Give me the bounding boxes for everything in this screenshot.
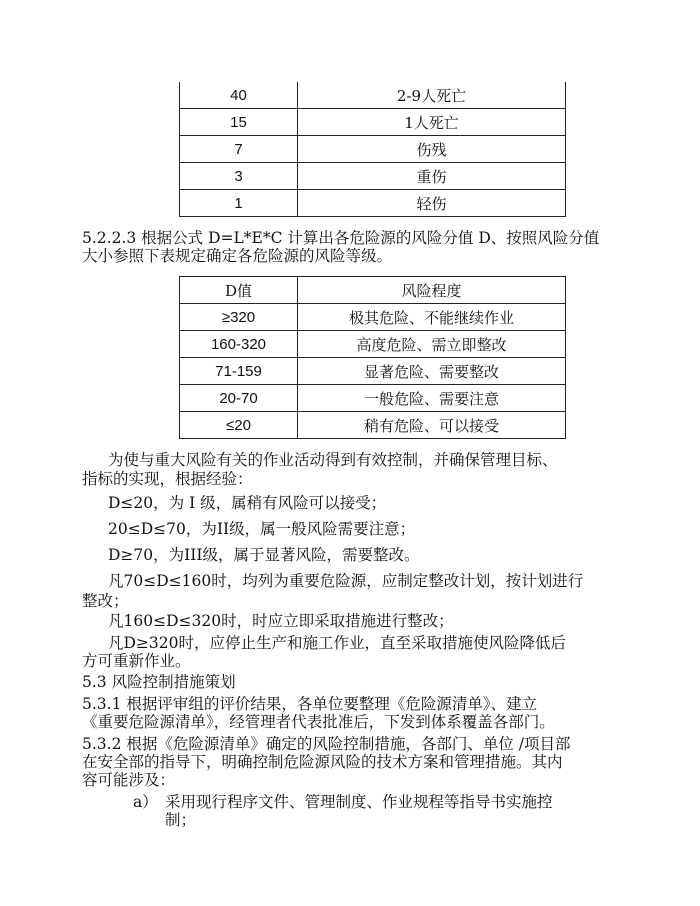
range-cell: 160-320 [180, 331, 298, 358]
table-header-row [180, 277, 566, 304]
table-row [180, 331, 566, 358]
range-cell: ≥320 [180, 304, 298, 331]
risk-level-table [179, 276, 566, 439]
score-cell: 15 [180, 109, 298, 136]
score-cell: 3 [180, 163, 298, 190]
table-row [180, 163, 566, 190]
rule-level-2: 20≤D≤70，为II级，属一般风险需要注意； [108, 520, 416, 538]
risk-level-cell: 稍有危险、可以接受 [298, 412, 566, 439]
score-cell: 7 [180, 136, 298, 163]
table-row [180, 358, 566, 385]
clause-5223-line2: 大小参照下表规定确定各危险源的风险等级。 [82, 247, 393, 265]
table-row [180, 136, 566, 163]
rule-level-3: D≥70，为III级，属于显著风险，需要整改。 [108, 546, 420, 564]
table-row [180, 82, 566, 109]
column-header-d-value: D值 [180, 277, 298, 304]
intro-line2: 指标的实现，根据经验： [82, 470, 253, 488]
table-row [180, 190, 566, 217]
table-row [180, 304, 566, 331]
rule-important-line1: 凡70≤D≤160时，均列为重要危险源，应制定整改计划，按计划进行 [108, 572, 584, 590]
consequence-cell: 2-9人死亡 [298, 82, 566, 109]
risk-level-cell: 显著危险、需要整改 [298, 358, 566, 385]
clause-531-line2: 《重要危险源清单》，经管理者代表批准后，下发到体系覆盖各部门。 [82, 713, 555, 731]
consequence-cell: 重伤 [298, 163, 566, 190]
list-item-a-line2: 制； [165, 811, 197, 829]
consequence-cell: 伤残 [298, 136, 566, 163]
risk-level-cell: 极其危险、不能继续作业 [298, 304, 566, 331]
clause-5223-line1: 5.2.2.3 根据公式 D=L*E*C 计算出各危险源的风险分值 D、按照风险分值 [82, 229, 600, 247]
score-cell: 1 [180, 190, 298, 217]
score-cell: 40 [180, 82, 298, 109]
table-row [180, 385, 566, 412]
section-5-3-heading: 5.3 风险控制措施策划 [82, 673, 236, 691]
risk-level-cell: 高度危险、需立即整改 [298, 331, 566, 358]
clause-532-line3: 容可能涉及： [82, 771, 176, 789]
rule-important-line2: 整改； [82, 592, 129, 610]
list-item-a-line1: 采用现行程序文件、管理制度、作业规程等指导书实施控 [165, 793, 553, 811]
list-marker-a: a） [133, 793, 158, 811]
consequence-cell: 轻伤 [298, 190, 566, 217]
range-cell: ≤20 [180, 412, 298, 439]
rule-stop-line2: 方可重新作业。 [82, 652, 191, 670]
rule-immediate: 凡160≤D≤320时，时应立即采取措施进行整改； [108, 612, 454, 630]
table-row [180, 109, 566, 136]
table-row [180, 412, 566, 439]
clause-532-line1: 5.3.2 根据《危险源清单》确定的风险控制措施，各部门、单位 /项目部 [82, 735, 571, 753]
rule-level-1: D≤20，为 I 级，属稍有风险可以接受； [108, 494, 387, 512]
range-cell: 71-159 [180, 358, 298, 385]
consequence-cell: 1人死亡 [298, 109, 566, 136]
risk-level-cell: 一般危险、需要注意 [298, 385, 566, 412]
clause-532-line2: 在安全部的指导下，明确控制危险源风险的技术方案和管理措施。其内 [82, 753, 563, 771]
range-cell: 20-70 [180, 385, 298, 412]
clause-531-line1: 5.3.1 根据评审组的评价结果，各单位要整理《危险源清单》、建立 [82, 695, 538, 713]
rule-stop-line1: 凡D≥320时，应停止生产和施工作业，直至采取措施使风险降低后 [108, 634, 567, 652]
column-header-risk-degree: 风险程度 [298, 277, 566, 304]
intro-line1: 为使与重大风险有关的作业活动得到有效控制，并确保管理目标、 [108, 451, 558, 469]
consequence-table [179, 82, 566, 217]
